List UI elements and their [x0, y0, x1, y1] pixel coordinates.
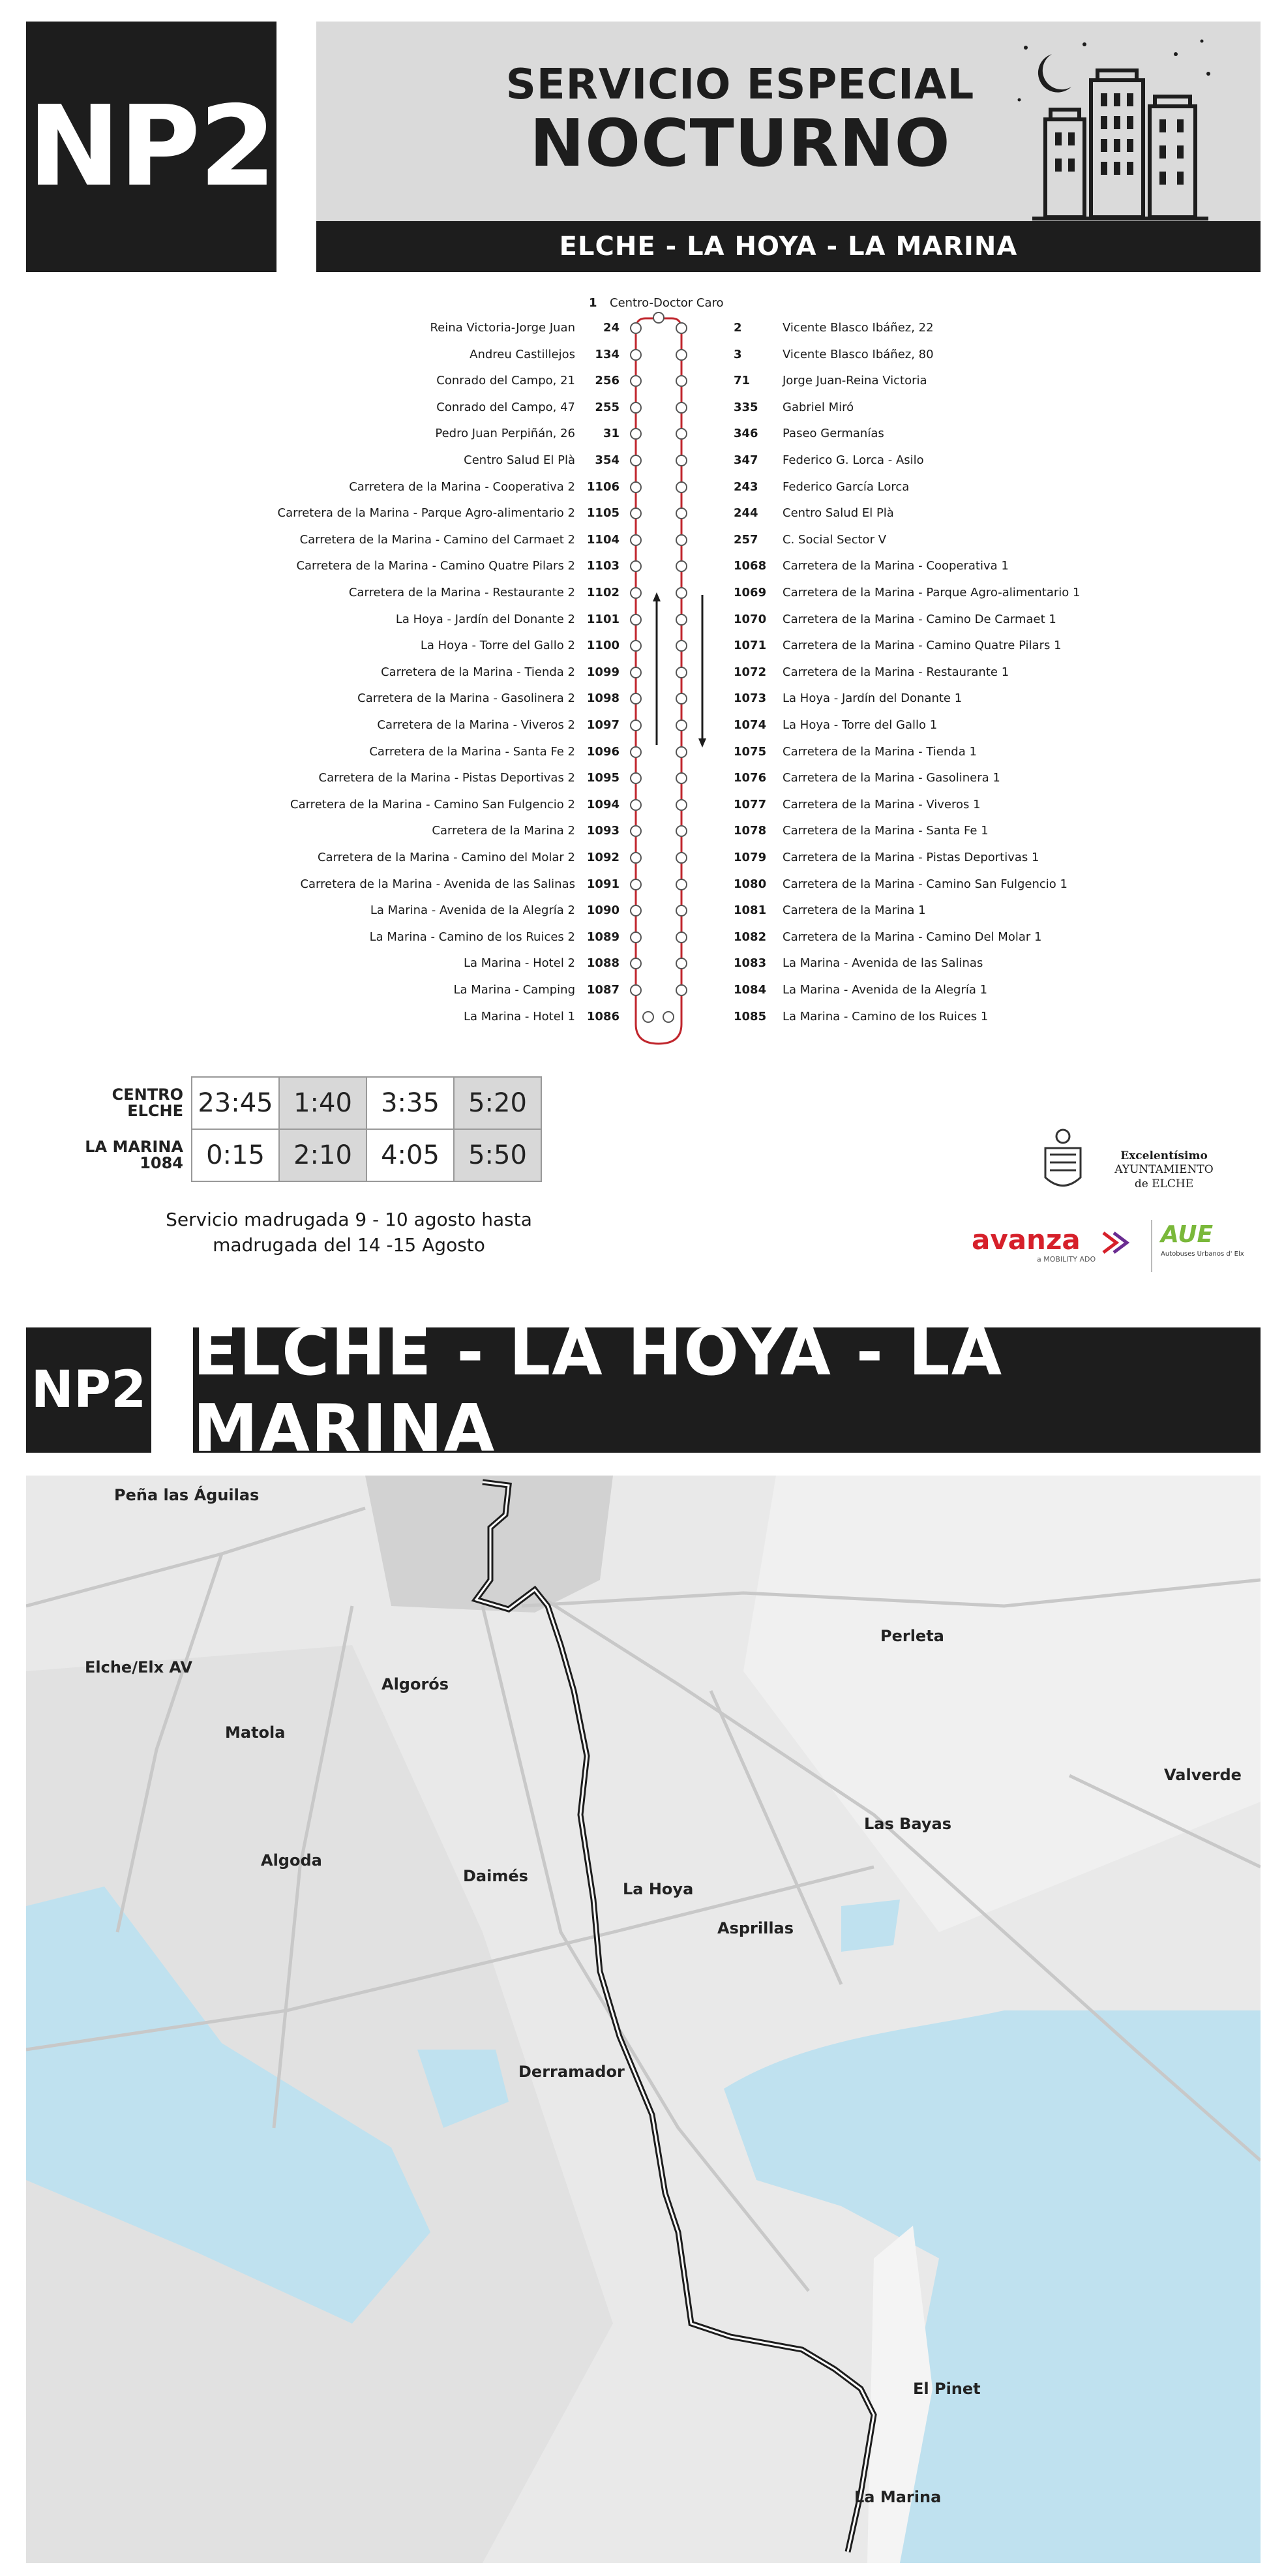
stop-number: 1083 — [734, 956, 767, 971]
stop-name: Carretera de la Marina - Viveros 1 — [783, 797, 981, 811]
stop-number: 1105 — [586, 506, 620, 521]
stop-number: 257 — [734, 532, 758, 547]
stop-number: 335 — [734, 400, 758, 414]
stop-dot — [676, 587, 687, 599]
stop-dot — [630, 322, 642, 334]
stop-number: 1073 — [734, 691, 767, 706]
stop-name: Centro Salud El Plà — [783, 506, 894, 521]
stop-number: 24 — [603, 321, 620, 335]
stop-number: 1095 — [586, 771, 620, 785]
stop-number: 1071 — [734, 639, 767, 653]
stop-number: 1069 — [734, 586, 767, 599]
map-label: Peña las Águilas — [114, 1486, 260, 1504]
stop-name: Carretera de la Marina - Cooperativa 2 — [349, 479, 575, 494]
stop-dot — [676, 932, 687, 943]
time-cell: 2:10 — [279, 1129, 366, 1181]
stop-number: 256 — [595, 374, 620, 388]
stop-name: La Hoya - Jardín del Donante 1 — [783, 691, 963, 706]
stop-name: Carretera de la Marina - Pistas Deportivas 1 — [783, 851, 1039, 864]
stop-name: Vicente Blasco Ibáñez, 22 — [783, 321, 934, 335]
time-cell: 0:15 — [192, 1129, 279, 1181]
stop-name: Carretera de la Marina - Camino del Molar 2 — [317, 851, 575, 864]
stop-number: 2 — [734, 321, 742, 335]
stop-name: La Marina - Avenida de la Alegría 1 — [783, 983, 988, 997]
time-cell: 5:20 — [454, 1077, 541, 1129]
stop-dot — [676, 402, 687, 414]
stop-dot — [630, 852, 642, 864]
stop-diagram — [0, 287, 1284, 1057]
stop-number: 347 — [734, 453, 758, 467]
stop-name: Carretera de la Marina - Santa Fe 1 — [783, 824, 989, 838]
stop-number: 1076 — [734, 771, 767, 785]
stop-name: Conrado del Campo, 47 — [436, 400, 575, 414]
stop-name: La Marina - Camping — [453, 983, 575, 997]
stop-name: Andreu Castillejos — [470, 347, 575, 361]
stop-name: Federico García Lorca — [783, 479, 910, 494]
map-label: Valverde — [1164, 1766, 1242, 1784]
stop-name: Carretera de la Marina 2 — [432, 824, 575, 838]
stop-dot — [630, 746, 642, 758]
map-label: Las Bayas — [864, 1815, 952, 1833]
stop-number: 1 — [589, 296, 597, 310]
stop-name: Carretera de la Marina - Santa Fe 2 — [369, 744, 575, 759]
stop-dot — [630, 720, 642, 731]
route-title-2: ELCHE - LA HOYA - LA MARINA — [193, 1327, 1261, 1453]
coat-of-arms-icon — [1040, 1122, 1086, 1200]
stop-dot — [676, 746, 687, 758]
time-cell: 23:45 — [192, 1077, 279, 1129]
logo-divider — [1151, 1220, 1152, 1272]
stop-number: 1084 — [734, 983, 767, 997]
stop-number: 1082 — [734, 930, 767, 944]
timetable — [78, 1076, 542, 1182]
map-label: Perleta — [880, 1627, 944, 1645]
stop-number: 1092 — [586, 851, 620, 864]
stop-dot — [676, 349, 687, 361]
chevron-mark-icon — [1102, 1232, 1138, 1254]
stop-number: 134 — [595, 347, 620, 361]
stop-dot — [676, 667, 687, 678]
map-label: Elche/Elx AV — [85, 1658, 192, 1676]
stop-name: Pedro Juan Perpiñán, 26 — [435, 427, 575, 441]
stop-dot — [630, 455, 642, 466]
stop-number: 1094 — [586, 797, 620, 811]
line-code-badge: NP2 — [26, 22, 276, 272]
stop-number: 1078 — [734, 824, 767, 838]
stop-number: 1074 — [734, 718, 767, 732]
stop-dot — [676, 322, 687, 334]
stop-name: Conrado del Campo, 21 — [436, 374, 575, 388]
stop-dot — [630, 667, 642, 678]
stop-name: La Hoya - Jardín del Donante 2 — [395, 612, 575, 626]
stop-name: Carretera de la Marina - Camino Quatre Pilars 1 — [783, 639, 1062, 653]
stop-dot — [630, 799, 642, 811]
stop-name: La Hoya - Torre del Gallo 1 — [783, 718, 938, 732]
stop-name: La Marina - Avenida de la Alegría 2 — [370, 903, 575, 918]
time-cell: 1:40 — [279, 1077, 366, 1129]
stop-name: La Marina - Camino de los Ruices 2 — [369, 930, 575, 944]
stop-number: 1075 — [734, 744, 767, 759]
stop-number: 3 — [734, 347, 742, 361]
line-code-badge-2: NP2 — [26, 1327, 151, 1453]
stop-dot — [676, 455, 687, 466]
stop-number: 255 — [595, 400, 620, 414]
stop-name: La Hoya - Torre del Gallo 2 — [420, 639, 575, 653]
stop-name: Carretera de la Marina - Camino Quatre Pilars 2 — [296, 559, 575, 573]
time-cell: 5:50 — [454, 1129, 541, 1181]
stop-number: 244 — [734, 506, 758, 521]
stop-number: 1070 — [734, 612, 767, 626]
stop-number: 1103 — [586, 559, 620, 573]
stop-number: 1090 — [586, 903, 620, 918]
stop-dot — [630, 481, 642, 493]
stop-number: 1091 — [586, 877, 620, 891]
service-note: Servicio madrugada 9 - 10 agosto hasta madrugada del 14 -15 Agosto — [166, 1209, 532, 1256]
stop-name: Carretera de la Marina - Gasolinera 2 — [357, 691, 575, 706]
stop-number: 1081 — [734, 903, 767, 918]
map-label: El Pinet — [913, 2380, 981, 2398]
map-label: La Marina — [854, 2488, 942, 2506]
stop-name: Carretera de la Marina - Parque Agro-alimentario 1 — [783, 586, 1081, 599]
stop-number: 1093 — [586, 824, 620, 838]
map-label: Algoda — [261, 1851, 322, 1870]
stop-name: Carretera de la Marina - Camino De Carmaet 1 — [783, 612, 1056, 626]
stop-name: Vicente Blasco Ibáñez, 80 — [783, 347, 934, 361]
stop-name: Gabriel Miró — [783, 400, 854, 414]
stop-dot — [676, 614, 687, 626]
stop-name: Carretera de la Marina - Tienda 1 — [783, 744, 977, 759]
stop-dot — [630, 402, 642, 414]
service-title — [479, 61, 1001, 181]
stop-number: 1077 — [734, 797, 767, 811]
stop-name: Carretera de la Marina - Restaurante 1 — [783, 665, 1009, 679]
title-line-2: NOCTURNO — [530, 105, 951, 181]
stop-name: Carretera de la Marina - Gasolinera 1 — [783, 771, 1000, 785]
route-loop-line — [0, 287, 1284, 1057]
row-label: LA MARINA 1084 — [85, 1137, 183, 1172]
stop-number: 1085 — [734, 1009, 767, 1023]
stop-dot — [630, 984, 642, 996]
stop-number: 354 — [595, 453, 620, 467]
stop-number: 346 — [734, 427, 758, 441]
map-label: Daimés — [463, 1867, 528, 1885]
stop-dot — [676, 534, 687, 546]
stop-number: 1080 — [734, 877, 767, 891]
stop-name: La Marina - Camino de los Ruices 1 — [783, 1009, 989, 1023]
stop-number: 1101 — [586, 612, 620, 626]
stop-number: 1099 — [586, 665, 620, 679]
map-canvas — [26, 1476, 1261, 2563]
stop-name: Carretera de la Marina - Tienda 2 — [381, 665, 575, 679]
stop-number: 1072 — [734, 665, 767, 679]
stop-name: Carretera de la Marina - Camino Del Molar 1 — [783, 930, 1042, 944]
stop-number: 1096 — [586, 744, 620, 759]
moon-city-icon — [1006, 35, 1221, 224]
stop-number: 1106 — [586, 479, 620, 494]
stop-name: Carretera de la Marina - Restaurante 2 — [348, 586, 575, 599]
stop-name: Federico G. Lorca - Asilo — [783, 453, 924, 467]
route-map — [26, 1476, 1261, 2563]
map-label: Asprillas — [717, 1919, 794, 1937]
stop-number: 1100 — [586, 639, 620, 653]
stop-name: Carretera de la Marina 1 — [783, 903, 926, 918]
stop-dot — [676, 720, 687, 731]
stop-number: 1098 — [586, 691, 620, 706]
service-banner — [316, 22, 1261, 272]
stop-number: 71 — [734, 374, 751, 388]
stop-dot — [642, 1011, 654, 1023]
stop-name: Carretera de la Marina - Pistas Deportivas 2 — [318, 771, 575, 785]
stop-dot — [630, 614, 642, 626]
stop-number: 1102 — [586, 586, 620, 599]
stop-dot — [663, 1011, 674, 1023]
stop-number: 1079 — [734, 851, 767, 864]
map-label: Derramador — [518, 2063, 625, 2081]
stop-number: 1097 — [586, 718, 620, 732]
stop-name: Centro-Doctor Caro — [610, 296, 724, 310]
stop-dot — [676, 852, 687, 864]
stop-name: Centro Salud El Plà — [464, 453, 575, 467]
stop-dot — [630, 587, 642, 599]
stop-name: La Marina - Avenida de las Salinas — [783, 956, 983, 971]
stop-dot — [630, 534, 642, 546]
stop-name: Carretera de la Marina - Viveros 2 — [377, 718, 575, 732]
aue-logo: AUE Autobuses Urbanos d' Elx — [1161, 1221, 1244, 1258]
stop-dot — [676, 799, 687, 811]
stop-number: 1068 — [734, 559, 767, 573]
time-cell: 3:35 — [366, 1077, 454, 1129]
time-cell: 4:05 — [366, 1129, 454, 1181]
stop-dot — [630, 349, 642, 361]
stop-name: Carretera de la Marina - Camino del Carmaet 2 — [299, 532, 575, 547]
stop-name: Paseo Germanías — [783, 427, 884, 441]
stop-name: C. Social Sector V — [783, 532, 887, 547]
stop-name: La Marina - Hotel 1 — [464, 1009, 575, 1023]
stop-name: La Marina - Hotel 2 — [464, 956, 575, 971]
stop-number: 31 — [603, 427, 620, 441]
route-title-bar: ELCHE - LA HOYA - LA MARINA — [316, 221, 1261, 272]
stop-name: Carretera de la Marina - Camino San Fulgencio 2 — [290, 797, 575, 811]
stop-dot — [676, 481, 687, 493]
stop-number: 1089 — [586, 930, 620, 944]
stop-name: Carretera de la Marina - Camino San Fulgencio 1 — [783, 877, 1068, 891]
timetable-row-centro — [78, 1077, 541, 1129]
ayuntamiento-logo: Excelentísimo AYUNTAMIENTO de ELCHE — [1040, 1122, 1236, 1200]
avanza-logo: avanza a MOBILITY ADO — [972, 1226, 1141, 1265]
stop-name: Carretera de la Marina - Parque Agro-alimentario 2 — [277, 506, 575, 521]
stop-dot — [676, 879, 687, 890]
stop-name: Carretera de la Marina - Cooperativa 1 — [783, 559, 1009, 573]
map-label: Matola — [225, 1723, 286, 1742]
stop-dot — [630, 932, 642, 943]
title-line-1: SERVICIO ESPECIAL — [505, 61, 975, 109]
map-label: Algorós — [381, 1675, 449, 1693]
stop-name: Reina Victoria-Jorge Juan — [430, 321, 575, 335]
map-label: La Hoya — [623, 1880, 694, 1898]
stop-name: Carretera de la Marina - Avenida de las Salinas — [300, 877, 575, 891]
stop-number: 243 — [734, 479, 758, 494]
stop-dot — [630, 879, 642, 890]
stop-name: Jorge Juan-Reina Victoria — [783, 374, 927, 388]
stop-number: 1087 — [586, 983, 620, 997]
stop-number: 1088 — [586, 956, 620, 971]
stop-number: 1086 — [586, 1009, 620, 1023]
stop-dot — [653, 312, 664, 324]
stop-dot — [676, 984, 687, 996]
stop-number: 1104 — [586, 532, 620, 547]
row-label: CENTRO ELCHE — [112, 1085, 183, 1120]
timetable-row-marina — [78, 1129, 541, 1181]
